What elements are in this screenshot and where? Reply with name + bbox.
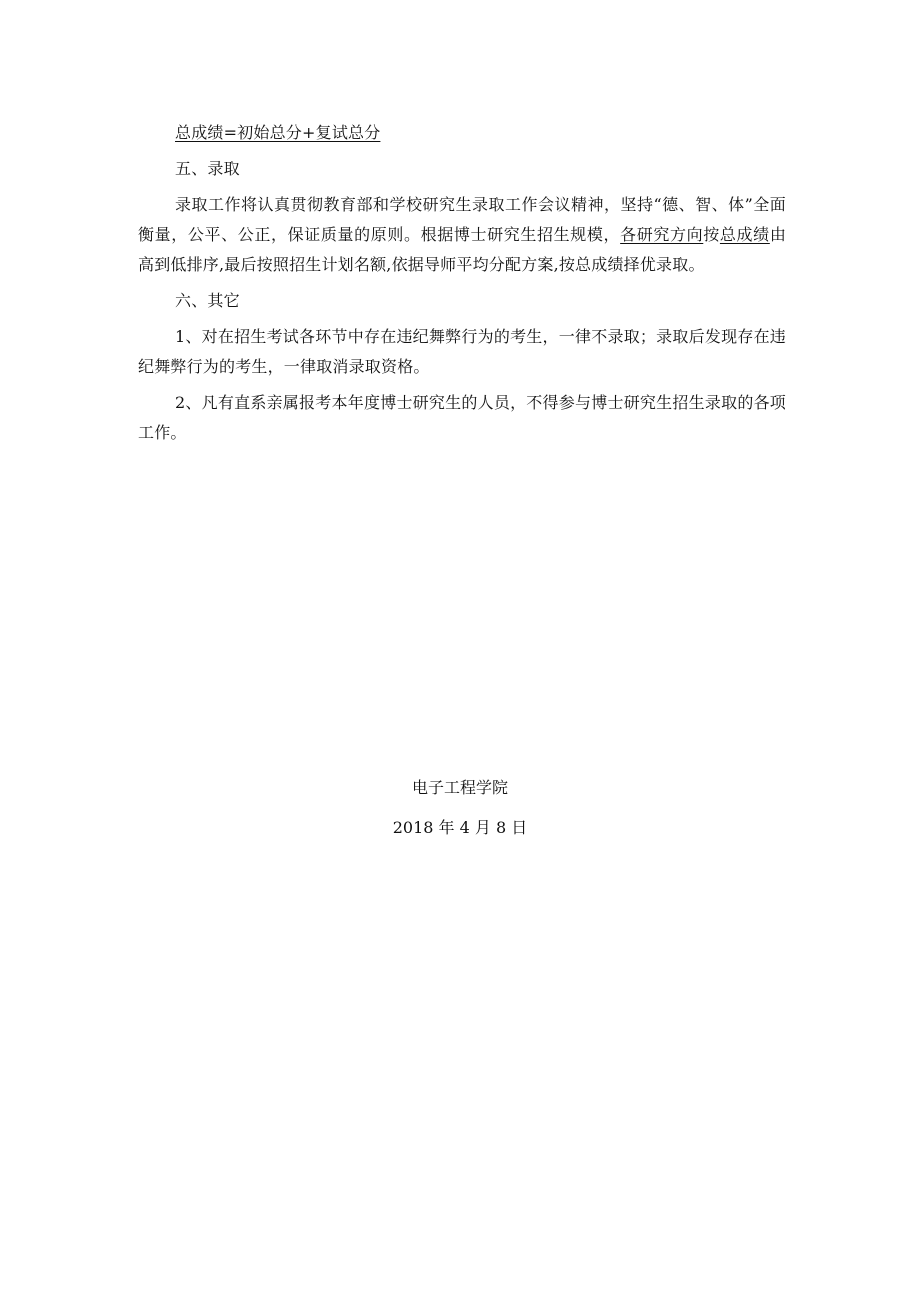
- total-score-formula: 总成绩=初始总分+复试总分: [175, 123, 381, 142]
- admission-text-part-one: 录取工作将认真贯彻教育部和学校研究生录取工作会议精神，坚持“德、智、体”全面衡量，公平、公正，保证质量的原则。根据博士研究生招生规模，: [138, 195, 786, 244]
- other-item-two: 2、凡有直系亲属报考本年度博士研究生的人员，不得参与博士研究生招生录取的各项工作。: [138, 393, 786, 442]
- research-direction-underlined: 各研究方向: [620, 225, 704, 244]
- document-body: [138, 118, 786, 448]
- admission-paragraph: [138, 190, 786, 280]
- admission-text-part-three: 由高到低排序,最后按照招生计划名额,依据导师平均分配方案,按总成绩择优录取。: [138, 225, 787, 274]
- issuing-organization: 电子工程学院: [411, 778, 508, 797]
- admission-text-part-two: 按: [703, 225, 720, 244]
- total-score-underlined: 总成绩: [719, 225, 770, 244]
- issue-date: 2018 年 4 月 8 日: [392, 818, 528, 837]
- section-five-heading: 五、录取: [175, 159, 240, 178]
- section-six-heading: 六、其它: [175, 291, 240, 310]
- other-item-one: 1、对在招生考试各环节中存在违纪舞弊行为的考生，一律不录取；录取后发现存在违纪舞弊行为的考生，一律取消录取资格。: [138, 327, 786, 376]
